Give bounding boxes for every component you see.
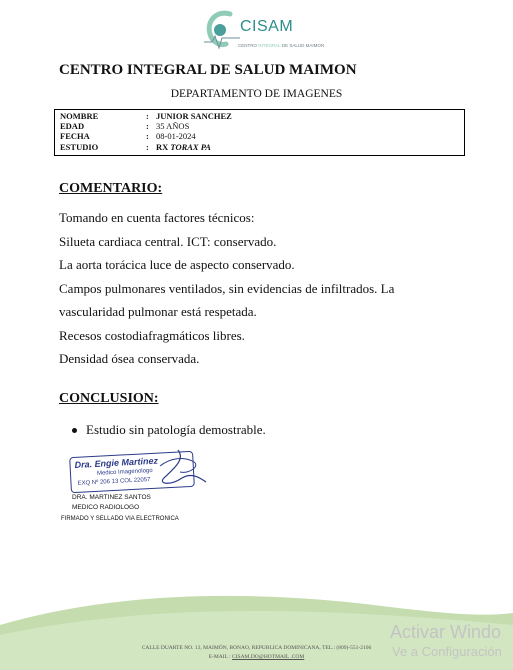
stamp-title: Medico Imagenologo — [96, 467, 153, 477]
field-label: FECHA — [60, 131, 90, 142]
conclusion-heading: CONCLUSION: — [59, 391, 159, 406]
logo-brand-text: CISAM — [240, 18, 294, 35]
list-item — [72, 422, 266, 438]
cisam-logo — [200, 8, 330, 56]
windows-activation-watermark — [390, 622, 502, 659]
signature-block — [60, 448, 220, 528]
report-title: CENTRO INTEGRAL DE SALUD MAIMON — [59, 62, 357, 78]
comment-line: Densidad ósea conservada. — [59, 351, 200, 366]
field-value: JUNIOR SANCHEZ — [156, 111, 232, 121]
watermark-line1: Activar Windo — [390, 622, 502, 642]
conclusion-list — [72, 422, 266, 438]
comment-line: Silueta cardiaca central. ICT: conservado. — [59, 233, 277, 249]
logo-subtitle: CENTRO INTEGRAL DE SALUD MAIMON — [238, 43, 325, 48]
field-value: 35 AÑOS — [156, 121, 190, 132]
patient-row-nombre: NOMBRE : JUNIOR SANCHEZ — [60, 111, 232, 121]
comment-line: Recesos costodiafragmáticos libres. — [59, 327, 245, 343]
comment-line: Tomando en cuenta factores técnicos: — [59, 210, 255, 225]
footer-address: CALLE DUARTE NO. 13, MAIMÓN, BONAO, REPUBLICA DOMINICANA, TEL.: (809)-551-2106 — [141, 645, 372, 651]
patient-row-estudio: ESTUDIO : RX TORAX PA — [60, 141, 211, 152]
department-name: DEPARTAMENTO DE IMAGENES — [170, 88, 343, 100]
signature-note: FIRMADO Y SELLADO VIA ELECTRONICA — [61, 516, 179, 522]
patient-info-box — [54, 109, 465, 156]
footer-email: E-MAIL : CISAM.DO@HOTMAIL .COM — [208, 654, 305, 660]
comment-line: vascularidad pulmonar está respetada. — [59, 304, 257, 319]
conclusion-text: Estudio sin patología demostrable. — [86, 422, 266, 437]
comment-line: Campos pulmonares ventilados, sin evidencias de infiltrados. La — [59, 280, 395, 296]
comentario-body — [59, 206, 439, 371]
field-label: ESTUDIO — [60, 141, 99, 152]
watermark-line2: Ve a Configuración — [392, 644, 502, 659]
stamp-exq: EXQ Nº 206 13 COL 22057 — [77, 477, 151, 487]
comment-line: La aorta torácica luce de aspecto conservado. — [59, 257, 295, 272]
field-value: 08-01-2024 — [156, 131, 196, 142]
patient-row-fecha: FECHA : 08-01-2024 — [60, 131, 196, 142]
doctor-stamp — [69, 451, 195, 493]
doctor-name: DRA. MARTINEZ SANTOS — [72, 494, 151, 501]
comentario-heading: COMENTARIO: — [59, 181, 163, 196]
doctor-role: MEDICO RADIOLOGO — [72, 504, 140, 511]
field-label: NOMBRE — [60, 111, 99, 121]
patient-row-edad: EDAD : 35 AÑOS — [60, 121, 190, 132]
bullet-icon — [72, 428, 77, 433]
field-label: EDAD — [60, 121, 85, 132]
field-value: RX TORAX PA — [156, 141, 211, 152]
stamp-name: Dra. Engie Martinez — [74, 455, 159, 470]
email-link[interactable]: CISAM.DO@HOTMAIL .COM — [232, 654, 305, 660]
